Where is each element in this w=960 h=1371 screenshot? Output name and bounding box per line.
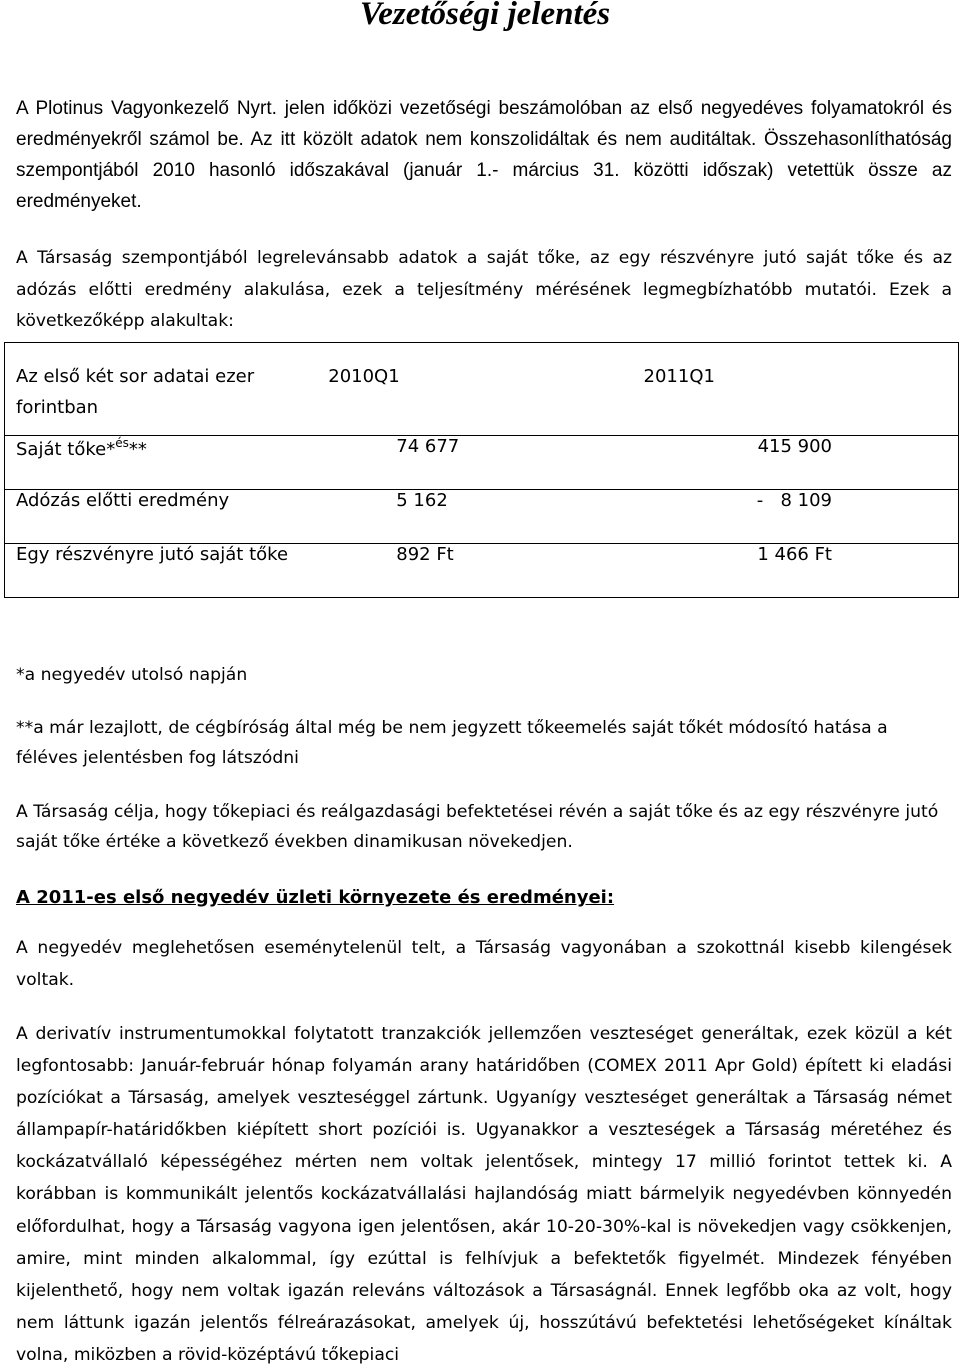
column-header-2011q1: 2011Q1 (643, 366, 715, 387)
key-metrics-paragraph: A Társaság szempontjából legrelevánsabb adatok a saját tőke, az egy részvényre jutó saját tőke és az adózás előtti eredmény alakulása, ezek a teljesítmény mérésének legmegbízhatóbb mutatói. Ezek a következőképp alakultak: (16, 248, 952, 331)
row-label-equity-suffix: ** (128, 439, 147, 460)
footnote-1: *a negyedév utolsó napján (16, 665, 248, 685)
table-header-row (5, 343, 959, 436)
cell-pretax-2010: 5 162 (304, 490, 619, 544)
cell-eps-2010: 892 Ft (304, 544, 619, 598)
cell-eps-2011: 1 466 Ft (620, 544, 959, 598)
goal-paragraph: A Társaság célja, hogy tőkepiaci és reálgazdasági befektetései révén a saját tőke és az egy részvényre jutó saját tőke értéke a következő években dinamikusan növekedjen. (16, 802, 939, 852)
column-header-2010q1: 2010Q1 (328, 366, 400, 387)
table-row (5, 544, 959, 598)
derivatives-paragraph: A derivatív instrumentumokkal folytatott tranzakciók jellemzően veszteséget generáltak, ezek közül a két legfontosabb: Január-február hónap folyamán arany határidőben (COMEX 2011 Apr Gold) épített ki eladási pozíciókat a Társaság, amelyek veszteséggel zártunk. Ugyanígy veszteséget generáltak a Társaság német állampapír-határidőkben kiépített short pozíciói is. Ugyanakkor a veszteségek a Társaság méretéhez és kockázatvállaló képességéhez mérten nem voltak jelentősek, mintegy 17 millió forintot tettek ki. A korábban is kommunikált jelentős kockázatvállalási hajlandóság miatt bármelyik negyedévben könnyedén előfordulhat, hogy a Társaság vagyona igen jelentősen, akár 10-20-30%-kal is növekedjen vagy csökkenjen, amire, mint minden alkalommal, így ezúttal is felhívjuk a befektetők figyelmét. Mindezek fényében kijelenthető, hogy nem voltak igazán releváns változások a Társaságnál. Ennek legfőbb oka az volt, hogy nem láttunk igazán jelentős félreárazásokat, amelyek új, hosszútávú befektetési lehetőségeket kínáltak volna, miközben a rövid-középtávú tőkepiaci (16, 1024, 952, 1365)
section-heading: A 2011-es első negyedév üzleti környezete és eredményei: (16, 887, 615, 908)
row-label-pretax: Adózás előtti eredmény (5, 490, 305, 544)
footnote-2: **a már lezajlott, de cégbíróság által még be nem jegyzett tőkeemelés saját tőkét módosító hatása a féléves jelentésben fog látszódni (16, 718, 888, 768)
page-title: Vezetőségi jelentés (359, 0, 611, 32)
cell-equity-2011: 415 900 (620, 436, 959, 490)
cell-pretax-2011: - 8 109 (620, 490, 959, 544)
metrics-table (4, 342, 959, 598)
table-header-label: Az első két sor adatai ezer forintban (16, 366, 255, 418)
row-label-eps: Egy részvényre jutó saját tőke (5, 544, 305, 598)
table-row (5, 490, 959, 544)
intro-paragraph: A Plotinus Vagyonkezelő Nyrt. jelen időközi vezetőségi beszámolóban az első negyedéves folyamatokról és eredményekről számol be. Az itt közölt adatok nem konszolidáltak és nem auditáltak. Összehasonlíthatóság szempontjából 2010 hasonló időszakával (január 1.- március 31. közötti időszak) vetettük össze az eredményeket. (16, 98, 952, 212)
row-label-equity: Saját tőke* (16, 439, 116, 460)
table-row (5, 436, 959, 490)
cell-equity-2010: 74 677 (304, 436, 619, 490)
row-label-equity-sup: és (115, 436, 129, 450)
quarter-paragraph: A negyedév meglehetősen eseménytelenül telt, a Társaság vagyonában a szokottnál kisebb kilengések voltak. (16, 938, 952, 990)
